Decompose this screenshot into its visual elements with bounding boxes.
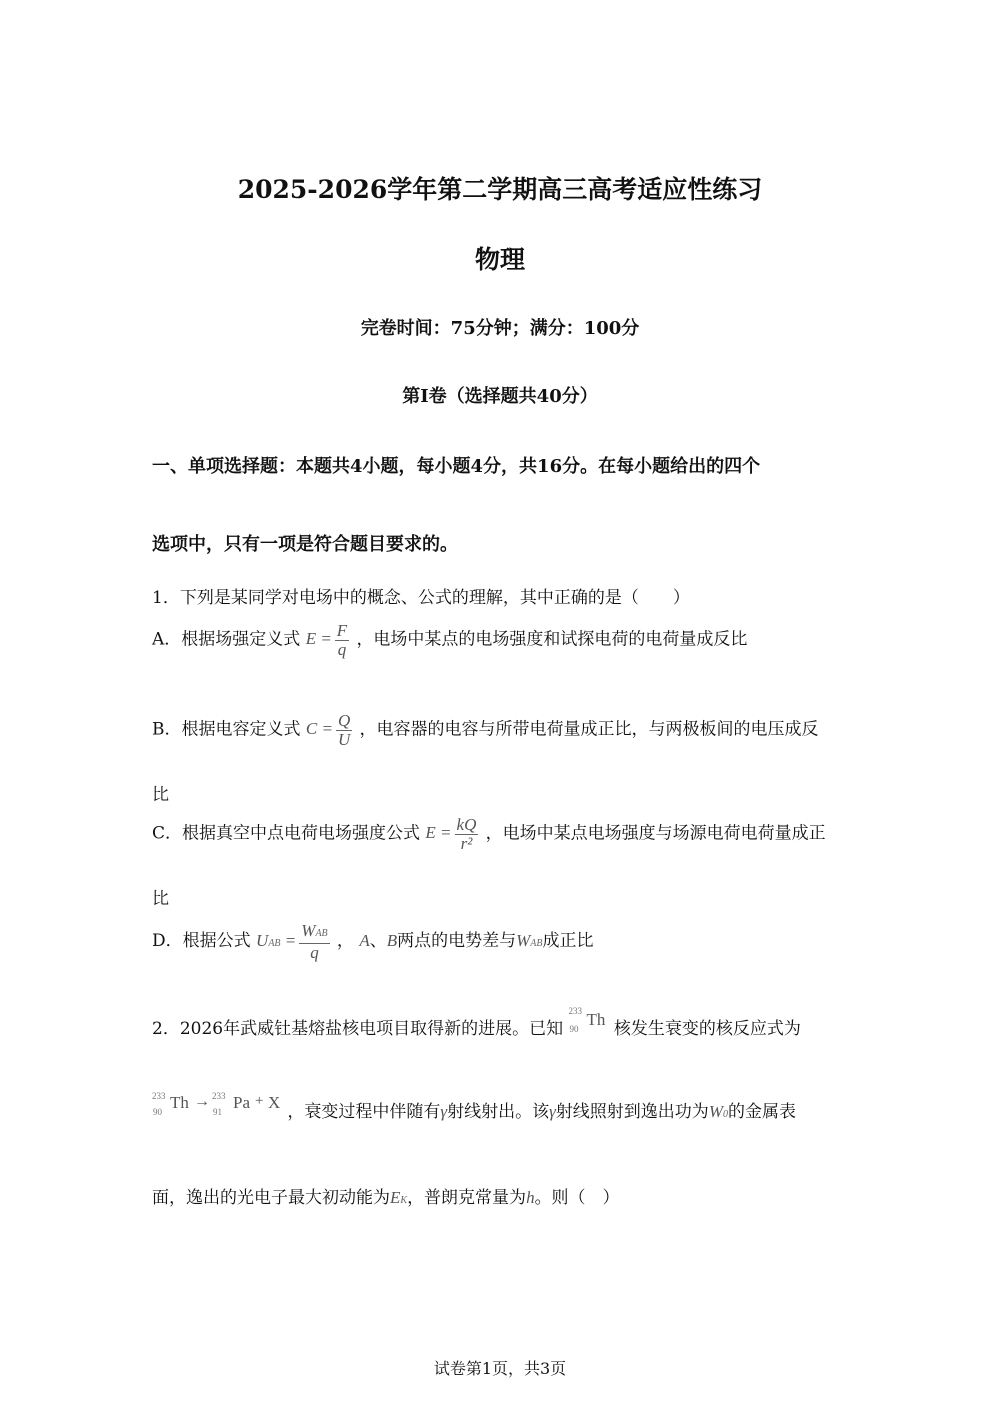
question-2-line2 — [152, 1091, 796, 1122]
question-2-line2-part2: 射线射出。该 — [447, 1102, 550, 1122]
option-a-suffix: ，电场中某点的电场强度和试探电荷的电荷量成反比 — [356, 629, 748, 650]
planck-constant-symbol: h — [526, 1188, 535, 1207]
formula-denominator: r² — [460, 834, 473, 853]
page-footer: 试卷第1页，共3页 — [433, 1359, 567, 1378]
option-a-prefix: A．根据场强定义式 — [152, 629, 301, 650]
work-function-subscript: 0 — [722, 1109, 728, 1120]
question-1-option-b — [152, 712, 819, 749]
question-2-prefix: 2．2026年武威钍基熔盐核电项目取得新的进展。已知 — [152, 1019, 564, 1039]
option-c-prefix: C．根据真空中点电荷电场强度公式 — [152, 823, 421, 844]
kinetic-energy-letter: E — [390, 1188, 401, 1207]
equation-th-number: 90 — [153, 1107, 162, 1117]
question-2-line2-part4: 的金属表 — [727, 1102, 796, 1122]
text-separator: 、 — [369, 930, 387, 951]
formula-denominator: q — [310, 943, 319, 962]
formula-numerator: kQ — [456, 815, 477, 834]
formula-c-q-u — [305, 711, 360, 749]
question-2-line1-suffix: 核发生衰变的核反应式为 — [613, 1019, 801, 1039]
equation-pa-mass: 233 — [212, 1091, 226, 1101]
equation-plus: + — [255, 1093, 264, 1109]
formula-lhs: E = — [305, 629, 332, 649]
gamma-symbol: γ — [549, 1102, 556, 1121]
section-heading-line2: 选项中，只有一项是符合题目要求的。 — [152, 534, 458, 555]
question-1-option-a — [152, 622, 747, 659]
question-2-line3-part3: 。则（ ） — [534, 1188, 620, 1208]
text-comma: ， — [336, 930, 354, 951]
equation-pa-number: 91 — [213, 1107, 222, 1117]
question-2-line3-part2: ，普朗克常量为 — [407, 1188, 527, 1208]
exam-title: 2025-2026学年第二学期高三高考适应性练习 — [237, 175, 763, 204]
option-d-suffix: 成正比 — [542, 930, 594, 951]
formula-numerator-subscript: AB — [315, 928, 328, 939]
option-c-suffix: ，电场中某点电场强度与场源电荷电荷量成正 — [485, 823, 826, 844]
formula-e-f-q — [305, 621, 357, 659]
question-1-stem: 1．下列是某同学对电场中的概念、公式的理解，其中正确的是（ ） — [152, 588, 690, 608]
formula-numerator: F — [336, 621, 348, 640]
reaction-arrow-icon: → — [194, 1093, 210, 1110]
equation-pa-symbol: Pa — [233, 1093, 250, 1112]
formula-e-kq-r2 — [425, 815, 485, 853]
work-function-symbol — [709, 1102, 728, 1121]
equation-th-symbol: Th — [170, 1093, 189, 1112]
work-subscript: AB — [530, 937, 543, 949]
question-1-option-c — [152, 816, 826, 853]
point-b-label: B — [386, 930, 398, 950]
formula-lhs: C = — [305, 719, 333, 739]
option-b-continuation: 比 — [152, 785, 169, 805]
question-2-line2-part1: ，衰变过程中伴随有 — [287, 1102, 441, 1122]
question-2-line1 — [152, 1006, 801, 1039]
nuclide-symbol: Th — [586, 1010, 606, 1029]
nuclide-atomic-number: 90 — [569, 1024, 579, 1034]
work-function-letter: W — [708, 1102, 723, 1121]
equation-x: X — [268, 1093, 281, 1112]
formula-lhs: U — [256, 930, 269, 950]
formula-lhs: E = — [425, 823, 452, 843]
formula-u-ab — [256, 921, 337, 962]
formula-lhs-subscript: AB — [268, 937, 281, 949]
question-2-line3 — [152, 1183, 620, 1208]
exam-meta: 完卷时间：75分钟；满分：100分 — [360, 318, 640, 339]
formula-denominator: U — [337, 730, 351, 749]
decay-equation — [152, 1091, 282, 1119]
volume-heading: 第I卷（选择题共40分） — [402, 386, 598, 407]
point-a-label: A — [359, 930, 370, 950]
thorium-nuclide — [568, 1006, 609, 1036]
option-d-middle: 两点的电势差与 — [397, 930, 517, 951]
work-symbol — [516, 931, 542, 950]
option-b-suffix: ，电容器的电容与所带电荷量成正比，与两极板间的电压成反 — [359, 719, 819, 740]
formula-numerator: Q — [337, 711, 351, 730]
equation-th-mass: 233 — [152, 1091, 166, 1101]
formula-denominator: q — [337, 640, 347, 659]
question-1-option-d — [152, 922, 594, 962]
kinetic-energy-symbol — [390, 1188, 407, 1207]
formula-numerator: W — [301, 921, 316, 940]
section-heading-line1: 一、单项选择题：本题共4小题，每小题4分，共16分。在每小题给出的四个 — [152, 456, 761, 477]
option-b-prefix: B．根据电容定义式 — [152, 719, 301, 740]
option-d-prefix: D．根据公式 — [152, 930, 251, 951]
option-c-continuation: 比 — [152, 889, 169, 909]
formula-equals: = — [284, 930, 297, 950]
question-2-line2-part3: 射线照射到逸出功为 — [555, 1102, 709, 1122]
question-2-line3-part1: 面，逸出的光电子最大初动能为 — [152, 1188, 390, 1208]
gamma-symbol: γ — [440, 1102, 448, 1121]
work-letter: W — [516, 930, 531, 950]
exam-subject: 物理 — [474, 245, 525, 274]
kinetic-energy-subscript: K — [400, 1195, 408, 1206]
nuclide-mass-number: 233 — [568, 1006, 582, 1016]
